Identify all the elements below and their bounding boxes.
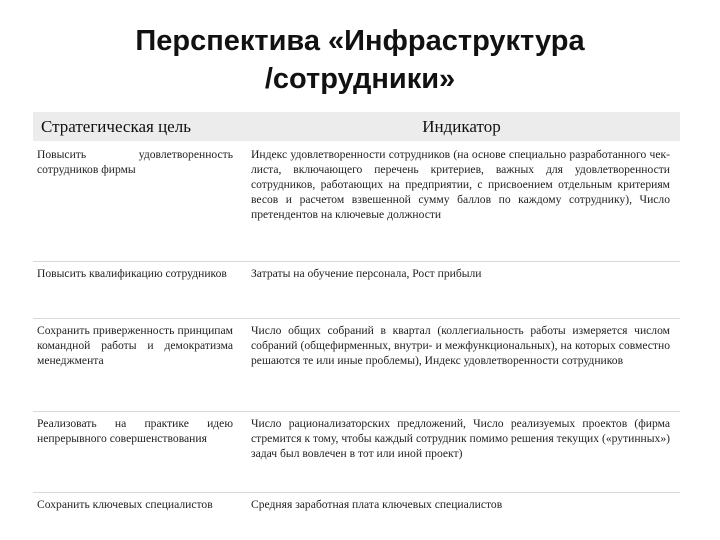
table-header [33,112,680,142]
table-row [33,412,680,493]
table-row [33,142,680,262]
indicator-cell: Затраты на обучение персонала, Рост прибыли [243,262,680,319]
indicator-cell: Число общих собраний в квартал (коллегиальность работы измеряется числом собраний (общефирменных, внутри- и межфункциональных), на которых совместно решаются те или иные проблемы), Индекс удовлетворенности сотрудников [243,319,680,412]
table-row [33,262,680,319]
header-indicator: Индикатор [243,112,680,142]
table-row [33,493,680,536]
indicator-cell: Индекс удовлетворенности сотрудников (на основе специально разработанного чек-листа, включающего перечень критериев, важных для удовлетворенности сотрудников, работающих на предприятии, с присвоением отдельным критериям весов и расчетом взвешенной сумму баллов по каждому сотруднику), Число претендентов на ключевые должности [243,142,680,262]
header-row [33,112,680,142]
table-body [33,142,680,535]
perspective-table [33,112,680,535]
indicator-cell: Средняя заработная плата ключевых специалистов [243,493,680,536]
goal-cell: Сохранить ключевых специалистов [33,493,243,536]
goal-cell: Повысить квалификацию сотрудников [33,262,243,319]
page-title [60,22,660,98]
goal-cell: Повысить удовлетворенность сотрудников фирмы [33,142,243,262]
header-goal: Стратегическая цель [33,112,243,142]
title-line-1: Перспектива «Инфраструктура [135,25,585,57]
table-row [33,319,680,412]
goal-cell: Реализовать на практике идею непрерывного совершенствования [33,412,243,493]
goal-cell: Сохранить приверженность принципам командной работы и демократизма менеджмента [33,319,243,412]
title-line-2: /сотрудники» [264,63,456,95]
indicator-cell: Число рационализаторских предложений, Число реализуемых проектов (фирма стремится к тому, чтобы каждый сотрудник помимо решения текущих («рутинных») задач был вовлечен в тот или иной проект) [243,412,680,493]
